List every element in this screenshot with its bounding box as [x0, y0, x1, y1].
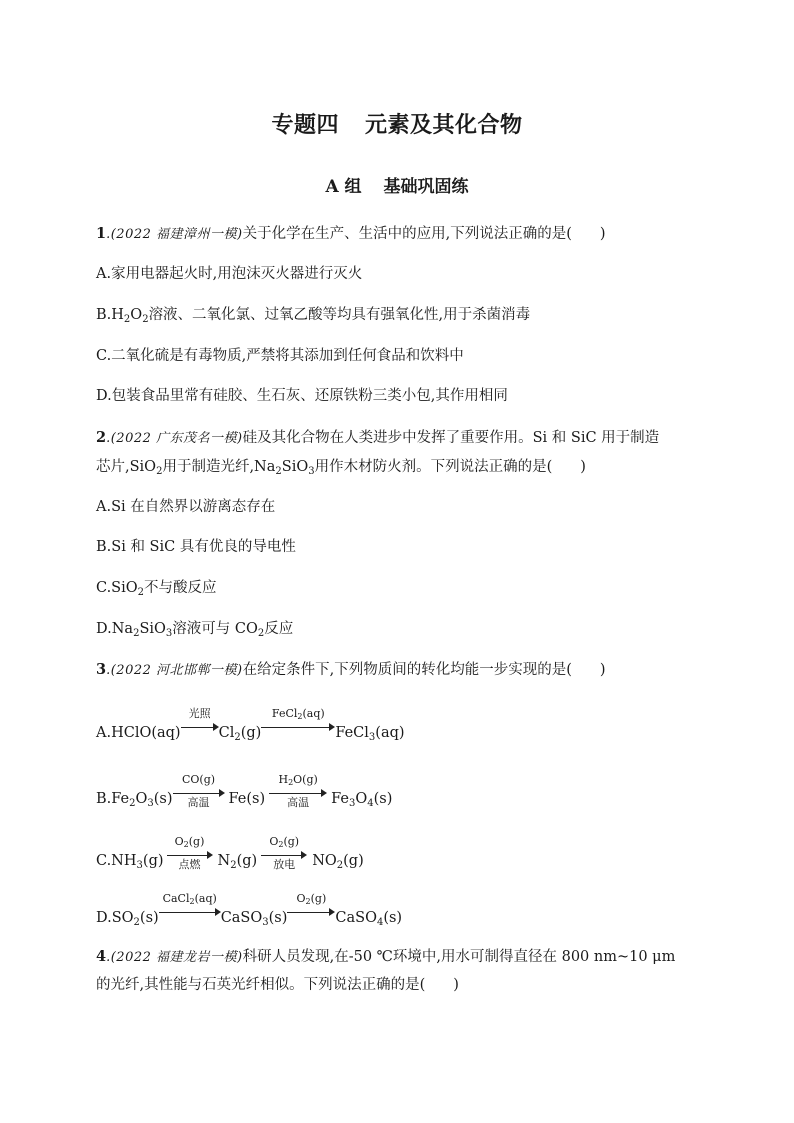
species: N — [217, 853, 231, 869]
reaction-arrow — [261, 707, 335, 737]
section-name: 基础巩固练 — [383, 177, 469, 197]
question-text: 的光纤,其性能与石英光纤相似。下列说法正确的是( — [96, 977, 426, 993]
arrow-condition: 点燃 — [178, 858, 201, 871]
subscript: 2 — [288, 778, 294, 787]
subscript: 3 — [368, 732, 376, 743]
option-1d — [96, 386, 508, 406]
species: CaSO — [335, 910, 377, 926]
paren-close: ) — [580, 459, 586, 475]
species: (aq) — [375, 725, 405, 741]
question-number: 4 — [96, 948, 107, 965]
species: B.Fe — [96, 791, 130, 807]
species: (s) — [383, 910, 403, 926]
option-2c — [96, 578, 217, 598]
reaction-arrow — [181, 707, 219, 737]
species: O — [135, 791, 148, 807]
subscript: 2 — [183, 840, 189, 849]
paren-close: ) — [453, 977, 459, 993]
arrow-condition — [269, 774, 327, 786]
species: (s) — [268, 910, 288, 926]
section-heading — [0, 172, 794, 197]
subscript: 3 — [136, 860, 143, 871]
option-2d — [96, 619, 293, 639]
condition-text: O — [296, 892, 306, 905]
species: O — [355, 791, 368, 807]
arrow-condition — [287, 893, 335, 905]
subscript: 4 — [376, 917, 384, 928]
subscript: 2 — [257, 628, 265, 639]
species: (g) — [142, 853, 164, 869]
section-group: A 组 — [325, 177, 362, 197]
option-text: D.包装食品里常有硅胶、生石灰、还原铁粉三类小包,其作用相同 — [96, 388, 508, 404]
condition-text: O — [174, 835, 184, 848]
subscript: 3 — [349, 798, 356, 809]
species: (s) — [139, 910, 159, 926]
option-text: B.Si 和 SiC 具有优良的导电性 — [96, 539, 296, 555]
arrow-condition — [167, 836, 213, 848]
paren-close: ) — [599, 226, 606, 242]
page-title — [0, 108, 794, 139]
option-text: SiO — [139, 621, 166, 637]
subscript: 2 — [137, 587, 145, 598]
subscript: 2 — [123, 314, 131, 325]
subscript: 3 — [165, 628, 173, 639]
question-2-stem-line2 — [96, 457, 586, 477]
species: Cl — [218, 725, 235, 741]
arrow-condition — [159, 893, 221, 905]
condition-text: FeCl — [271, 707, 298, 720]
arrow-condition: 高温 — [287, 796, 310, 809]
option-text: 不与酸反应 — [144, 580, 217, 596]
question-text: 用于制造光纤,Na — [162, 459, 276, 475]
subscript: 2 — [230, 860, 237, 871]
subscript: 2 — [129, 798, 136, 809]
option-1c — [96, 346, 464, 366]
reaction-arrow — [287, 892, 335, 922]
species: C.NH — [96, 853, 137, 869]
subscript: 2 — [234, 732, 241, 743]
species: Fe(s) — [228, 791, 266, 807]
condition-text: CaCl — [162, 892, 190, 905]
option-3a-reaction — [96, 707, 405, 743]
arrow-condition: 光照 — [188, 707, 211, 720]
option-text: 溶液、二氧化氯、过氧乙酸等均具有强氧化性,用于杀菌消毒 — [148, 307, 531, 323]
condition-text: (g) — [283, 835, 300, 848]
species: (s) — [153, 791, 173, 807]
subscript: 2 — [133, 628, 140, 639]
subscript: 2 — [156, 466, 163, 477]
option-3c-reaction — [96, 835, 364, 871]
option-text: A.Si 在自然界以游离态存在 — [96, 499, 276, 515]
subscript: 2 — [336, 860, 344, 871]
option-text: 溶液可与 CO — [172, 621, 258, 637]
option-1b — [96, 305, 530, 325]
option-text: O — [130, 307, 143, 323]
species: D.SO — [96, 910, 134, 926]
option-2a — [96, 497, 275, 517]
subscript: 2 — [275, 466, 282, 477]
condition-text: O — [269, 835, 279, 848]
subscript: 4 — [367, 798, 374, 809]
question-number: 3 — [96, 661, 107, 678]
option-text: 反应 — [264, 621, 294, 637]
option-3b-reaction — [96, 773, 393, 809]
species: (s) — [373, 791, 393, 807]
subscript: 2 — [142, 314, 149, 325]
subscript: 3 — [262, 917, 269, 928]
arrow-condition — [261, 708, 335, 720]
question-2-stem-line1 — [96, 428, 659, 449]
question-source: .(2022 广东茂名一模) — [106, 431, 243, 446]
question-4-stem-line2 — [96, 975, 459, 995]
question-text: SiO — [281, 459, 309, 475]
question-text: 科研人员发现,在-50 ℃环境中,用水可制得直径在 800 nm~10 μm — [242, 949, 676, 965]
subscript: 3 — [308, 466, 315, 477]
condition-text: (aq) — [194, 892, 217, 905]
condition-text: O(g) — [293, 773, 318, 786]
question-text: 芯片,SiO — [96, 459, 157, 475]
species: A.HClO(aq) — [96, 725, 181, 741]
species: (g) — [240, 725, 262, 741]
paren-close: ) — [599, 662, 606, 678]
question-number: 2 — [96, 429, 107, 446]
question-1-stem — [96, 224, 606, 245]
option-text: B.H — [96, 307, 124, 323]
question-source: .(2022 河北邯郸一模) — [106, 663, 243, 678]
species: NO — [312, 853, 337, 869]
species: (g) — [236, 853, 258, 869]
option-text: D.Na — [96, 621, 134, 637]
option-text: A.家用电器起火时,用泡沫灭火器进行灭火 — [96, 266, 363, 282]
subscript: 2 — [305, 897, 311, 906]
option-text: C.二氧化硫是有毒物质,严禁将其添加到任何食品和饮料中 — [96, 348, 464, 364]
option-text: C.SiO — [96, 580, 138, 596]
reaction-arrow — [261, 835, 307, 871]
condition-text: H — [278, 773, 289, 786]
arrow-condition — [261, 836, 307, 848]
arrow-condition: 放电 — [273, 858, 296, 871]
title-part1: 专题四 — [271, 112, 339, 138]
question-text: 硅及其化合物在人类进步中发挥了重要作用。Si 和 SiC 用于制造 — [242, 430, 660, 446]
question-source: .(2022 福建漳州一模) — [106, 227, 243, 242]
subscript: 2 — [189, 897, 195, 906]
arrow-condition: 高温 — [187, 796, 210, 809]
species: CaSO — [220, 910, 263, 926]
subscript: 2 — [297, 712, 303, 721]
species: (g) — [343, 853, 364, 869]
option-2b — [96, 537, 296, 557]
question-3-stem — [96, 660, 606, 681]
option-1a — [96, 264, 362, 284]
question-number: 1 — [96, 225, 107, 242]
reaction-arrow — [167, 835, 213, 871]
subscript: 3 — [147, 798, 154, 809]
condition-text: (g) — [310, 892, 327, 905]
question-4-stem-line1 — [96, 947, 675, 968]
question-text: 用作木材防火剂。下列说法正确的是( — [314, 459, 553, 475]
subscript: 2 — [133, 917, 140, 928]
question-source: .(2022 福建龙岩一模) — [106, 950, 243, 965]
species: FeCl — [335, 725, 369, 741]
subscript: 2 — [278, 840, 284, 849]
option-3d-reaction — [96, 892, 403, 928]
reaction-arrow — [269, 773, 327, 809]
question-text: 在给定条件下,下列物质间的转化均能一步实现的是( — [242, 662, 572, 678]
arrow-condition: CO(g) — [182, 773, 216, 786]
question-text: 关于化学在生产、生活中的应用,下列说法正确的是( — [242, 226, 572, 242]
condition-text: (aq) — [302, 707, 325, 720]
condition-text: (g) — [188, 835, 205, 848]
title-part2: 元素及其化合物 — [365, 112, 523, 138]
reaction-arrow — [159, 892, 221, 922]
reaction-arrow — [173, 773, 225, 809]
species: Fe — [331, 791, 349, 807]
